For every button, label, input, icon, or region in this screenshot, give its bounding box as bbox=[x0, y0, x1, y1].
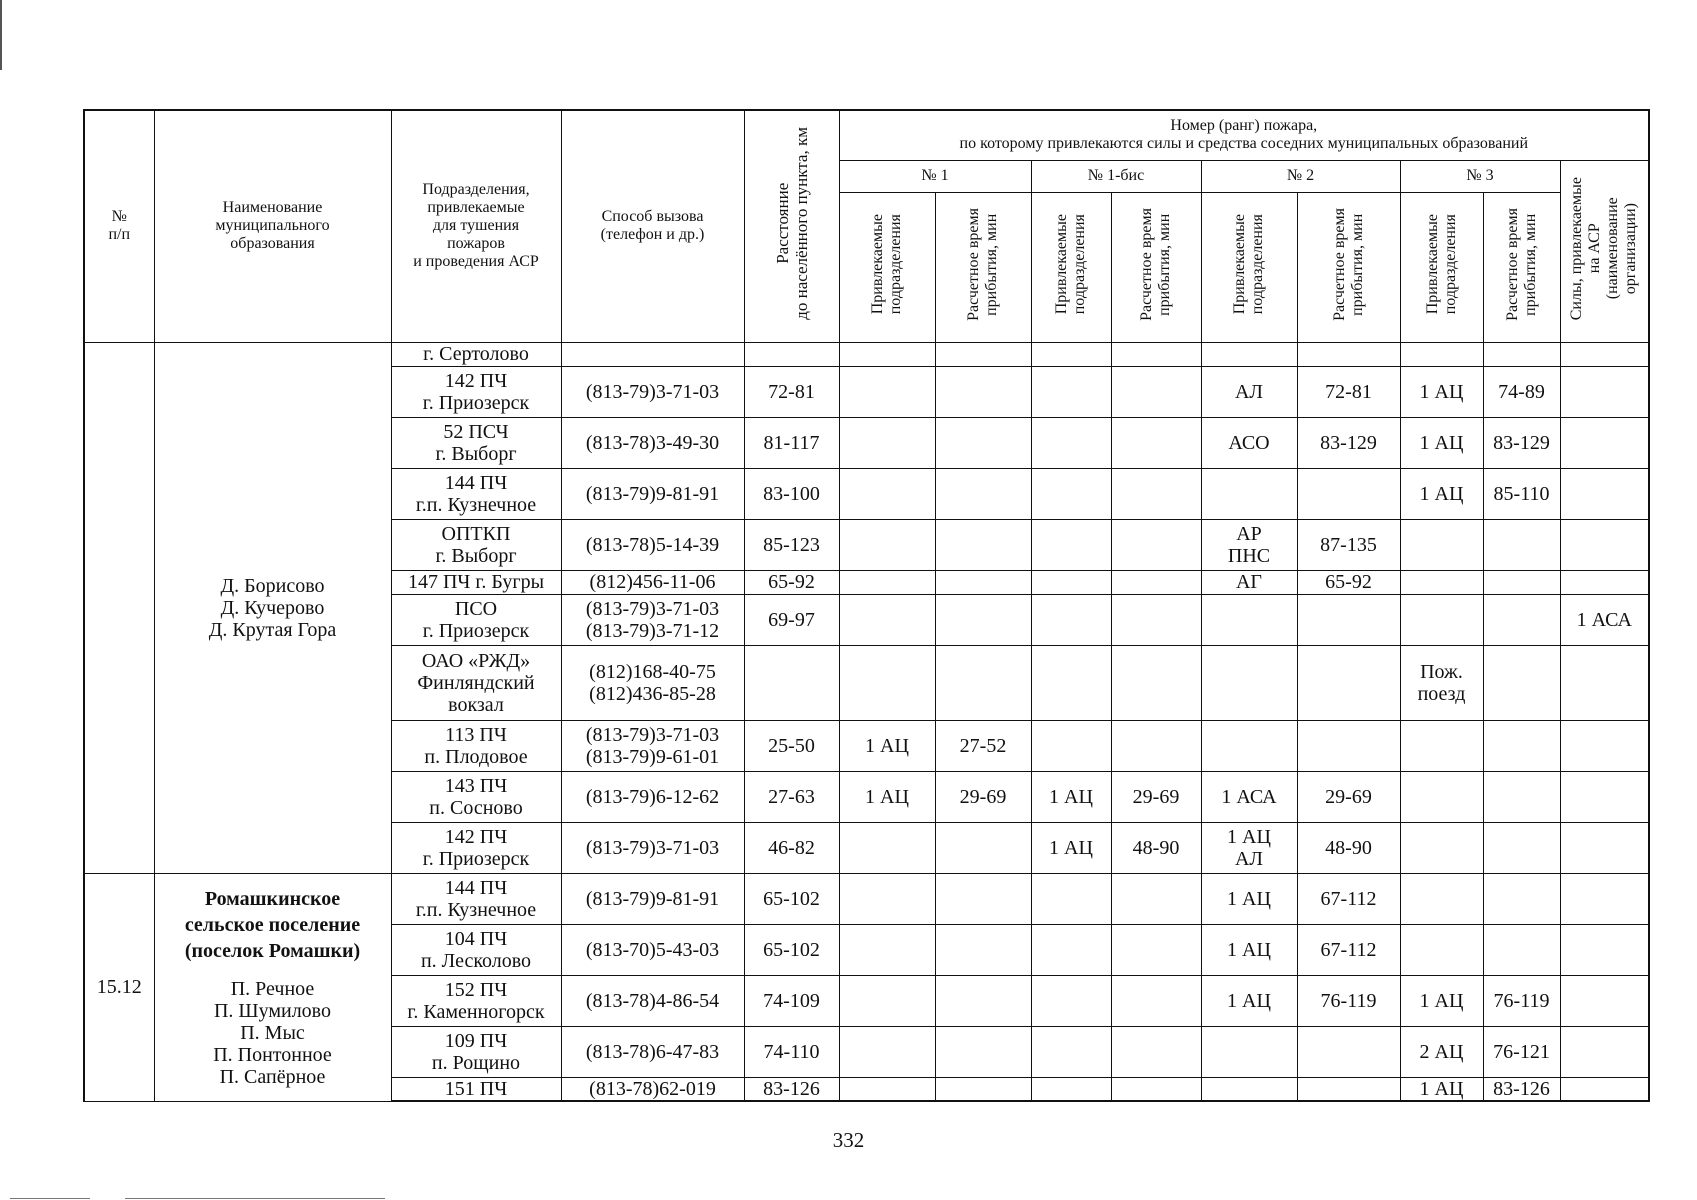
rank-cell: 1 АСА bbox=[1560, 594, 1649, 645]
header-rank1-units: Привлекаемые подразделения bbox=[839, 192, 935, 342]
rank-cell bbox=[1560, 924, 1649, 975]
distance-cell bbox=[744, 645, 839, 720]
unit-cell: ПСО г. Приозерск bbox=[391, 594, 561, 645]
header-rank-1: № 1 bbox=[839, 160, 1031, 192]
rank-cell: 1 АЦ АЛ bbox=[1201, 822, 1297, 873]
phone-cell: (813-70)5-43-03 bbox=[561, 924, 744, 975]
page-number: 332 bbox=[832, 1128, 865, 1152]
rank-cell bbox=[1483, 594, 1560, 645]
village-name: П. Мыс bbox=[240, 1022, 305, 1044]
rank-cell bbox=[1560, 873, 1649, 924]
rank-cell bbox=[935, 924, 1031, 975]
phone-cell: (813-79)6-12-62 bbox=[561, 771, 744, 822]
rank-cell bbox=[839, 1026, 935, 1077]
rank-cell: 29-69 bbox=[1111, 771, 1201, 822]
rank-cell bbox=[1297, 1077, 1400, 1101]
unit-cell: 152 ПЧ г. Каменногорск bbox=[391, 975, 561, 1026]
rank-cell bbox=[935, 342, 1031, 366]
phone-cell: (812)456-11-06 bbox=[561, 570, 744, 594]
village-name: Д. Кучерово bbox=[220, 596, 325, 619]
rank-cell bbox=[1111, 645, 1201, 720]
rank-cell bbox=[839, 366, 935, 417]
phone-cell: (813-78)3-49-30 bbox=[561, 417, 744, 468]
header-rank1-time: Расчетное время прибытия, мин bbox=[935, 192, 1031, 342]
header-rank-3: № 3 bbox=[1400, 160, 1560, 192]
rank-cell bbox=[935, 645, 1031, 720]
rank-cell: 76-119 bbox=[1483, 975, 1560, 1026]
rank-cell bbox=[1560, 366, 1649, 417]
header-rank1bis-units: Привлекаемые подразделения bbox=[1031, 192, 1111, 342]
distance-cell: 27-63 bbox=[744, 771, 839, 822]
rank-cell bbox=[1297, 468, 1400, 519]
rank-cell bbox=[1031, 342, 1111, 366]
rank-cell: 1 АЦ bbox=[1400, 975, 1483, 1026]
scan-margin-mark bbox=[0, 0, 2, 70]
rank-cell bbox=[1400, 342, 1483, 366]
rank-cell: 1 АЦ bbox=[1400, 468, 1483, 519]
rank-cell bbox=[935, 468, 1031, 519]
village-name: П. Понтонное bbox=[213, 1044, 332, 1066]
rank-cell bbox=[839, 417, 935, 468]
rank-cell bbox=[1400, 594, 1483, 645]
rank-cell bbox=[935, 1077, 1031, 1101]
fire-response-table bbox=[83, 109, 1650, 1102]
unit-cell: 144 ПЧ г.п. Кузнечное bbox=[391, 873, 561, 924]
distance-cell: 46-82 bbox=[744, 822, 839, 873]
phone-cell: (813-78)62-019 bbox=[561, 1077, 744, 1101]
rank-cell bbox=[935, 366, 1031, 417]
phone-cell: (813-78)4-86-54 bbox=[561, 975, 744, 1026]
phone-cell: (813-78)5-14-39 bbox=[561, 519, 744, 570]
distance-cell: 65-92 bbox=[744, 570, 839, 594]
rank-cell: 1 АЦ bbox=[1201, 975, 1297, 1026]
rank-cell bbox=[1560, 720, 1649, 771]
header-rank3-time: Расчетное время прибытия, мин bbox=[1483, 192, 1560, 342]
rank-cell: 27-52 bbox=[935, 720, 1031, 771]
rank-cell: 48-90 bbox=[1297, 822, 1400, 873]
distance-cell: 25-50 bbox=[744, 720, 839, 771]
rank-cell bbox=[1031, 519, 1111, 570]
rank-cell bbox=[935, 873, 1031, 924]
unit-cell: 142 ПЧ г. Приозерск bbox=[391, 366, 561, 417]
rank-cell bbox=[839, 1077, 935, 1101]
rank-cell bbox=[1560, 822, 1649, 873]
rank-cell bbox=[1111, 1077, 1201, 1101]
rank-cell bbox=[1031, 924, 1111, 975]
rank-cell bbox=[1400, 771, 1483, 822]
rank-cell: 1 АЦ bbox=[1031, 822, 1111, 873]
unit-cell: 52 ПСЧ г. Выборг bbox=[391, 417, 561, 468]
rank-cell bbox=[1560, 1077, 1649, 1101]
rank-cell bbox=[1031, 720, 1111, 771]
rank-cell bbox=[1031, 1077, 1111, 1101]
phone-cell: (813-79)9-81-91 bbox=[561, 873, 744, 924]
rank-cell bbox=[1560, 570, 1649, 594]
rank-cell bbox=[839, 468, 935, 519]
rank-cell: 76-119 bbox=[1297, 975, 1400, 1026]
rank-cell bbox=[1483, 720, 1560, 771]
rank-cell bbox=[1031, 975, 1111, 1026]
header-distance: Расстояние до населённого пункта, км bbox=[744, 110, 839, 342]
rank-cell: 83-129 bbox=[1483, 417, 1560, 468]
phone-cell bbox=[561, 342, 744, 366]
rank-cell bbox=[1560, 975, 1649, 1026]
rank-cell bbox=[1560, 645, 1649, 720]
rank-cell bbox=[1400, 924, 1483, 975]
distance-cell: 74-109 bbox=[744, 975, 839, 1026]
rank-cell bbox=[1483, 822, 1560, 873]
phone-cell: (813-79)9-81-91 bbox=[561, 468, 744, 519]
rank-cell: 83-126 bbox=[1483, 1077, 1560, 1101]
municipality-cell bbox=[154, 873, 391, 1101]
rank-cell bbox=[839, 519, 935, 570]
rank-cell bbox=[1111, 417, 1201, 468]
rank-cell bbox=[1031, 570, 1111, 594]
phone-cell: (812)168-40-75 (812)436-85-28 bbox=[561, 645, 744, 720]
village-name: П. Шумилово bbox=[213, 1000, 331, 1022]
rank-cell bbox=[839, 975, 935, 1026]
rank-cell bbox=[839, 594, 935, 645]
rank-cell: АР ПНС bbox=[1201, 519, 1297, 570]
header-rank-title: Номер (ранг) пожара, по которому привлекаются силы и средства соседних муниципальных образований bbox=[839, 110, 1649, 160]
table-body bbox=[84, 342, 1649, 1101]
rank-cell: 29-69 bbox=[1297, 771, 1400, 822]
unit-cell: г. Сертолово bbox=[391, 342, 561, 366]
header-num: № п/п bbox=[84, 110, 154, 342]
rank-cell: 1 АЦ bbox=[1400, 366, 1483, 417]
rank-cell bbox=[1201, 342, 1297, 366]
header-rank3-units: Привлекаемые подразделения bbox=[1400, 192, 1483, 342]
rank-cell: 72-81 bbox=[1297, 366, 1400, 417]
rank-cell: АЛ bbox=[1201, 366, 1297, 417]
table-header bbox=[84, 110, 1649, 342]
row-number: 15.12 bbox=[84, 873, 154, 1101]
rank-cell bbox=[1111, 924, 1201, 975]
distance-cell: 81-117 bbox=[744, 417, 839, 468]
table-row bbox=[84, 342, 1649, 366]
rank-cell bbox=[1031, 873, 1111, 924]
rank-cell bbox=[1400, 519, 1483, 570]
rank-cell bbox=[839, 873, 935, 924]
rank-cell bbox=[1297, 594, 1400, 645]
unit-cell: 109 ПЧ п. Рощино bbox=[391, 1026, 561, 1077]
rank-cell bbox=[1400, 720, 1483, 771]
header-asr-forces: Силы, привлекаемые на АСР (наименование организации) bbox=[1560, 160, 1649, 342]
unit-cell: ОАО «РЖД» Финляндский вокзал bbox=[391, 645, 561, 720]
rank-cell: 1 АЦ bbox=[839, 720, 935, 771]
rank-cell bbox=[1111, 570, 1201, 594]
rank-cell bbox=[839, 924, 935, 975]
rank-cell bbox=[839, 645, 935, 720]
rank-cell bbox=[1560, 1026, 1649, 1077]
distance-cell: 85-123 bbox=[744, 519, 839, 570]
rank-cell bbox=[1297, 342, 1400, 366]
scan-edge-line bbox=[125, 1198, 385, 1199]
distance-cell: 65-102 bbox=[744, 873, 839, 924]
phone-cell: (813-79)3-71-03 (813-79)3-71-12 bbox=[561, 594, 744, 645]
header-rank1bis-time: Расчетное время прибытия, мин bbox=[1111, 192, 1201, 342]
rank-cell bbox=[1400, 822, 1483, 873]
rank-cell bbox=[1297, 720, 1400, 771]
distance-cell: 83-126 bbox=[744, 1077, 839, 1101]
phone-cell: (813-79)3-71-03 bbox=[561, 366, 744, 417]
unit-cell: 113 ПЧ п. Плодовое bbox=[391, 720, 561, 771]
distance-cell: 69-97 bbox=[744, 594, 839, 645]
rank-cell bbox=[1031, 366, 1111, 417]
rank-cell bbox=[1483, 645, 1560, 720]
rank-cell: 74-89 bbox=[1483, 366, 1560, 417]
rank-cell bbox=[1483, 771, 1560, 822]
rank-cell bbox=[1560, 468, 1649, 519]
rank-cell bbox=[1111, 468, 1201, 519]
rank-cell: 48-90 bbox=[1111, 822, 1201, 873]
rank-cell bbox=[1400, 873, 1483, 924]
rank-cell bbox=[839, 570, 935, 594]
rank-cell: 65-92 bbox=[1297, 570, 1400, 594]
rank-cell bbox=[1111, 342, 1201, 366]
distance-cell: 83-100 bbox=[744, 468, 839, 519]
rank-cell bbox=[935, 570, 1031, 594]
unit-cell: ОПТКП г. Выборг bbox=[391, 519, 561, 570]
rank-cell bbox=[1483, 519, 1560, 570]
distance-cell: 72-81 bbox=[744, 366, 839, 417]
rank-cell bbox=[1400, 570, 1483, 594]
rank-cell: 85-110 bbox=[1483, 468, 1560, 519]
rank-cell bbox=[1111, 873, 1201, 924]
rank-cell bbox=[1031, 1026, 1111, 1077]
rank-cell bbox=[1031, 468, 1111, 519]
rank-cell: 83-129 bbox=[1297, 417, 1400, 468]
rank-cell: 1 АСА bbox=[1201, 771, 1297, 822]
distance-cell: 74-110 bbox=[744, 1026, 839, 1077]
rank-cell bbox=[1297, 645, 1400, 720]
rank-cell bbox=[1297, 1026, 1400, 1077]
rank-cell bbox=[1201, 1026, 1297, 1077]
rank-cell: 67-112 bbox=[1297, 924, 1400, 975]
rank-cell bbox=[1031, 594, 1111, 645]
rank-cell: АСО bbox=[1201, 417, 1297, 468]
rank-cell: 76-121 bbox=[1483, 1026, 1560, 1077]
rank-cell bbox=[1111, 975, 1201, 1026]
header-rank2-time: Расчетное время прибытия, мин bbox=[1297, 192, 1400, 342]
rank-cell bbox=[1483, 342, 1560, 366]
rank-cell bbox=[1111, 366, 1201, 417]
unit-cell: 151 ПЧ bbox=[391, 1077, 561, 1101]
village-name: Д. Борисово bbox=[220, 574, 325, 597]
rank-cell: АГ bbox=[1201, 570, 1297, 594]
table-row bbox=[84, 873, 1649, 924]
rank-cell bbox=[1111, 519, 1201, 570]
rank-cell: 67-112 bbox=[1297, 873, 1400, 924]
rank-cell bbox=[935, 594, 1031, 645]
rank-cell bbox=[1201, 645, 1297, 720]
distance-cell bbox=[744, 342, 839, 366]
unit-cell: 143 ПЧ п. Сосново bbox=[391, 771, 561, 822]
header-municipality: Наименование муниципального образования bbox=[154, 110, 391, 342]
unit-cell: 104 ПЧ п. Лесколово bbox=[391, 924, 561, 975]
rank-cell: 1 АЦ bbox=[1400, 417, 1483, 468]
rank-cell bbox=[935, 1026, 1031, 1077]
rank-cell bbox=[1111, 594, 1201, 645]
phone-cell: (813-78)6-47-83 bbox=[561, 1026, 744, 1077]
rank-cell bbox=[935, 519, 1031, 570]
rank-cell: 87-135 bbox=[1297, 519, 1400, 570]
rank-cell bbox=[839, 342, 935, 366]
rank-cell: 2 АЦ bbox=[1400, 1026, 1483, 1077]
scan-edge-line bbox=[10, 1198, 90, 1199]
village-name: Д. Крутая Гора bbox=[208, 618, 337, 641]
row-number bbox=[84, 342, 154, 873]
rank-cell bbox=[1201, 1077, 1297, 1101]
unit-cell: 144 ПЧ г.п. Кузнечное bbox=[391, 468, 561, 519]
rank-cell bbox=[1201, 720, 1297, 771]
rank-cell bbox=[1111, 1026, 1201, 1077]
rank-cell bbox=[935, 417, 1031, 468]
header-rank-2: № 2 bbox=[1201, 160, 1400, 192]
rank-cell bbox=[1560, 417, 1649, 468]
header-units: Подразделения, привлекаемые для тушения пожаров и проведения АСР bbox=[391, 110, 561, 342]
phone-cell: (813-79)3-71-03 (813-79)9-61-01 bbox=[561, 720, 744, 771]
rank-cell bbox=[1483, 570, 1560, 594]
unit-cell: 147 ПЧ г. Бугры bbox=[391, 570, 561, 594]
rank-cell bbox=[1560, 771, 1649, 822]
village-name: П. Речное bbox=[230, 978, 315, 1000]
village-name: П. Сапёрное bbox=[219, 1066, 326, 1088]
rank-cell bbox=[839, 822, 935, 873]
rank-cell bbox=[1483, 924, 1560, 975]
rank-cell bbox=[935, 822, 1031, 873]
distance-cell: 65-102 bbox=[744, 924, 839, 975]
rank-cell: 1 АЦ bbox=[1201, 924, 1297, 975]
rank-cell bbox=[1201, 594, 1297, 645]
rank-cell bbox=[1560, 342, 1649, 366]
rank-cell bbox=[1111, 720, 1201, 771]
rank-cell bbox=[1560, 519, 1649, 570]
municipality-name: Ромашкинское сельское поселение (поселок Ромашки) bbox=[184, 888, 361, 962]
rank-cell bbox=[1483, 873, 1560, 924]
rank-cell bbox=[1031, 417, 1111, 468]
rank-cell bbox=[935, 975, 1031, 1026]
rank-cell: 1 АЦ bbox=[1031, 771, 1111, 822]
rank-cell: 1 АЦ bbox=[1201, 873, 1297, 924]
header-call-method: Способ вызова (телефон и др.) bbox=[561, 110, 744, 342]
rank-cell bbox=[1031, 645, 1111, 720]
rank-cell: Пож. поезд bbox=[1400, 645, 1483, 720]
rank-cell: 1 АЦ bbox=[1400, 1077, 1483, 1101]
header-rank-1bis: № 1-бис bbox=[1031, 160, 1201, 192]
phone-cell: (813-79)3-71-03 bbox=[561, 822, 744, 873]
rank-cell bbox=[1201, 468, 1297, 519]
header-rank2-units: Привлекаемые подразделения bbox=[1201, 192, 1297, 342]
rank-cell: 29-69 bbox=[935, 771, 1031, 822]
municipality-cell bbox=[154, 342, 391, 873]
unit-cell: 142 ПЧ г. Приозерск bbox=[391, 822, 561, 873]
rank-cell: 1 АЦ bbox=[839, 771, 935, 822]
